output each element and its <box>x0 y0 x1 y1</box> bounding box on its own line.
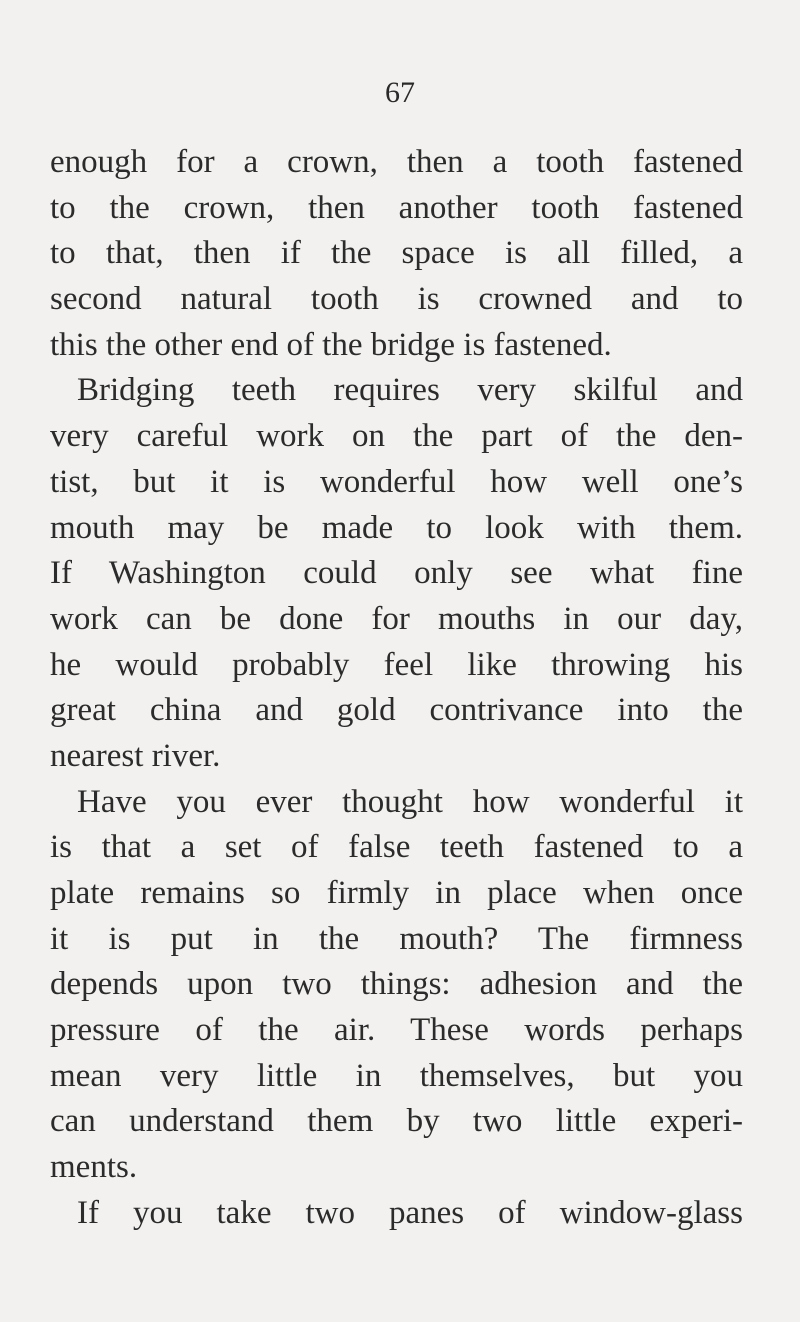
text-line: to the crown, then another tooth fastened <box>50 189 743 226</box>
text-line: pressure of the air. These words perhaps <box>50 1012 743 1049</box>
text-line: to that, then if the space is all filled, a <box>50 235 743 272</box>
text-line: tist, but it is wonderful how well one’s <box>50 463 743 500</box>
text-line: depends upon two things: adhesion and the <box>50 966 743 1003</box>
text-line: this the other end of the bridge is fastened. <box>50 326 612 363</box>
text-line: enough for a crown, then a tooth fastened <box>50 144 743 180</box>
text-line: can understand them by two little experi- <box>50 1103 743 1140</box>
text-line: ments. <box>50 1149 138 1186</box>
page-number: 67 <box>385 76 415 109</box>
text-line: plate remains so firmly in place when once <box>50 875 743 911</box>
body-text <box>50 140 743 1237</box>
text-line: very careful work on the part of the den- <box>50 418 743 455</box>
text-line: If Washington could only see what fine <box>50 555 743 592</box>
text-line: nearest river. <box>50 737 221 774</box>
text-line: great china and gold contrivance into the <box>50 692 743 729</box>
text-line: it is put in the mouth? The firmness <box>50 920 743 957</box>
text-line: If you take two panes of window-glass <box>77 1194 743 1231</box>
text-line: work can be done for mouths in our day, <box>50 600 743 637</box>
text-line: mouth may be made to look with them. <box>50 509 743 546</box>
text-line: second natural tooth is crowned and to <box>50 281 743 318</box>
text-line: mean very little in themselves, but you <box>50 1057 743 1094</box>
text-line: Bridging teeth requires very skilful and <box>77 372 743 409</box>
text-line: Have you ever thought how wonderful it <box>77 783 743 820</box>
text-line: is that a set of false teeth fastened to a <box>50 829 743 866</box>
text-line: he would probably feel like throwing his <box>50 646 743 683</box>
